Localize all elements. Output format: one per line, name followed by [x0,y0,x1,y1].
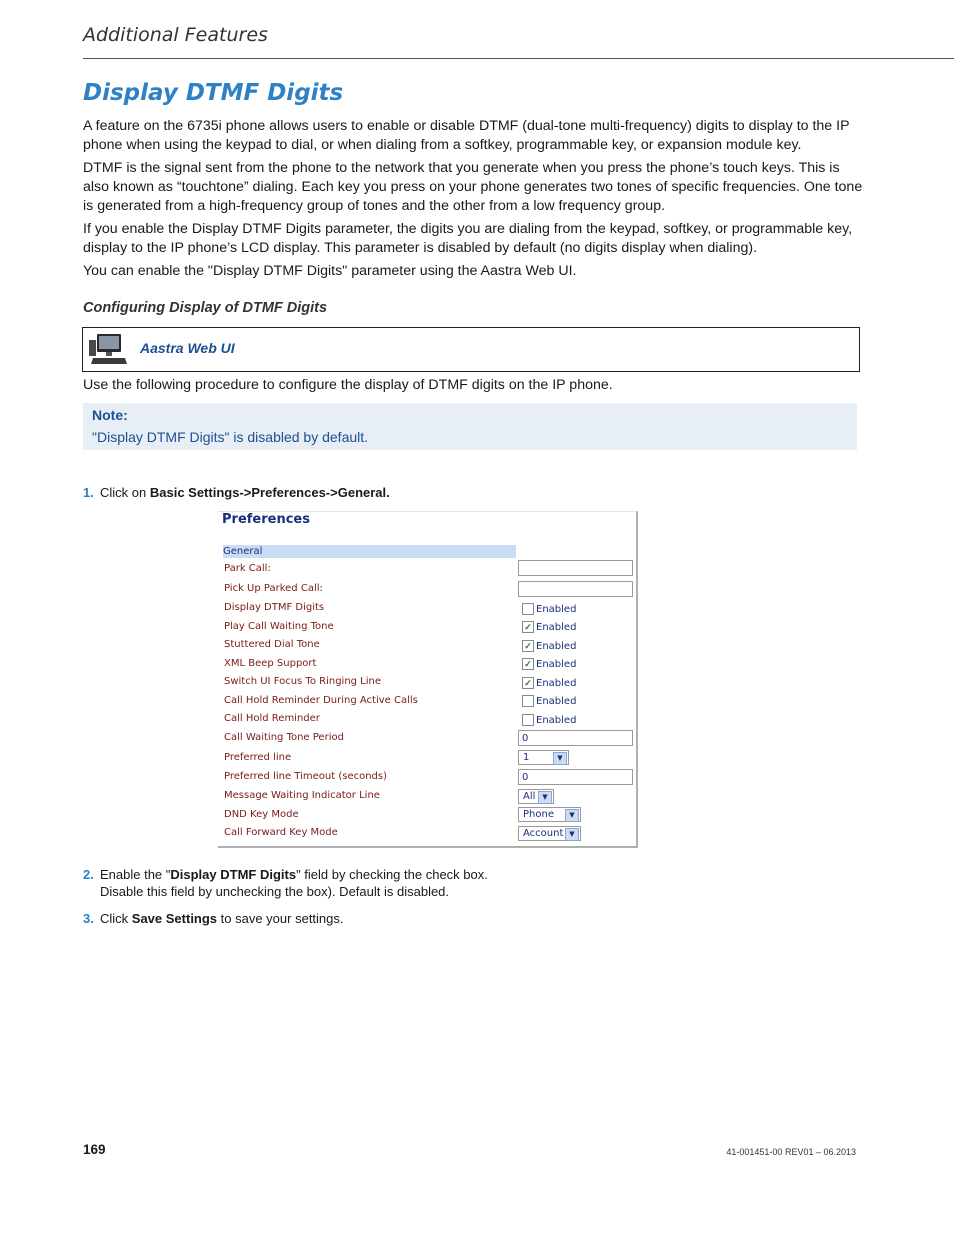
message-waiting-indicator-value: All [523,791,536,802]
paragraph-dtmf-definition: DTMF is the signal sent from the phone to the network that you generate when you press the phone’s touch keys. This is also known as “touchtone” dialing. Each key you press on your phone generates two tones of specific frequencies. One tone is generated from a high-frequency group of tones and the other from a low frequency group. [83,160,863,214]
step-2 [83,866,488,900]
label-play-call-waiting-tone: Play Call Waiting Tone [224,621,334,632]
web-ui-label: Aastra Web UI [140,340,235,356]
chevron-down-icon: ▼ [565,828,579,841]
header-rule [83,58,954,59]
paragraph-intro: A feature on the 6735i phone allows users to enable or disable DTMF (dual-tone multi-frequency) digits to display to the IP phone when using the keypad to dial, or when dialing from a softkey, programmable key, or expansion module key. [83,118,850,153]
call-forward-key-mode-value: Account [523,828,564,839]
label-stuttered-dial-tone: Stuttered Dial Tone [224,639,320,650]
label-message-waiting-indicator-line: Message Waiting Indicator Line [224,790,380,801]
paragraph-enable-info: If you enable the Display DTMF Digits parameter, the digits you are dialing from the keypad, softkey, or programmable key, display to the IP phone’s LCD display. This parameter is disabled by default (no digits display when dialing). [83,221,853,256]
switch-ui-focus-enabled: Enabled [536,678,577,689]
label-dnd-key-mode: DND Key Mode [224,809,299,820]
dnd-key-mode-select[interactable] [518,807,581,822]
xml-beep-support-checkbox[interactable]: ✓ [522,658,534,670]
chevron-down-icon: ▼ [565,809,579,822]
label-park-call: Park Call: [224,563,271,574]
label-switch-ui-focus: Switch UI Focus To Ringing Line [224,676,382,687]
label-preferred-line: Preferred line [224,752,292,763]
label-preferred-line-timeout: Preferred line Timeout (seconds) [224,771,388,782]
label-display-dtmf-digits: Display DTMF Digits [224,602,325,613]
preferred-line-timeout-input[interactable]: 0 [518,769,633,785]
document-id: 41-001451-00 REV01 – 06.2013 [726,1147,856,1157]
switch-ui-focus-checkbox[interactable]: ✓ [522,677,534,689]
procedure-intro: Use the following procedure to configure the display of DTMF digits on the IP phone. [83,377,613,393]
step-field-name: Display DTMF Digits [170,867,297,882]
label-xml-beep-support: XML Beep Support [224,658,317,669]
xml-beep-support-enabled: Enabled [536,659,577,670]
dnd-key-mode-value: Phone [523,809,554,820]
call-forward-key-mode-select[interactable] [518,826,581,841]
note-title: Note: [92,407,128,423]
general-label: General [223,546,263,557]
preferred-line-value: 1 [523,752,530,763]
chevron-down-icon: ▼ [553,752,567,765]
note-text: "Display DTMF Digits" is disabled by default. [92,429,369,445]
step-number: 1. [83,485,94,500]
call-hold-reminder-active-checkbox[interactable] [522,695,534,707]
label-call-forward-key-mode: Call Forward Key Mode [224,827,338,838]
stuttered-dial-tone-checkbox[interactable]: ✓ [522,640,534,652]
preferred-line-select[interactable] [518,750,569,765]
step-text: to save your settings. [217,911,344,926]
display-dtmf-digits-checkbox[interactable] [522,603,534,615]
step-text: Click [100,911,132,926]
page-title: Display DTMF Digits [83,80,344,106]
call-hold-reminder-enabled: Enabled [536,715,577,726]
preferences-title: Preferences [222,512,310,527]
step-number: 3. [83,911,94,926]
chevron-down-icon: ▼ [538,791,552,804]
park-call-input[interactable] [518,560,633,576]
pick-up-parked-call-input[interactable] [518,581,633,597]
web-ui-callout [82,327,860,372]
step-menu-path: Basic Settings->Preferences->General. [149,485,390,500]
step-text-line2: Disable this field by unchecking the box). Default is disabled. [100,884,450,899]
step-number: 2. [83,867,94,882]
play-call-waiting-tone-enabled: Enabled [536,622,577,633]
message-waiting-indicator-select[interactable] [518,789,554,804]
step-text: Click on [100,485,150,500]
step-text: Enable the " [100,867,171,882]
call-hold-reminder-active-enabled: Enabled [536,696,577,707]
preferences-screenshot [218,511,638,848]
page-number: 169 [83,1142,106,1157]
step-1 [83,484,390,501]
note-box [83,403,857,450]
running-header: Additional Features [83,24,268,46]
play-call-waiting-tone-checkbox[interactable]: ✓ [522,621,534,633]
computer-icon [89,332,129,366]
step-button-name: Save Settings [131,911,218,926]
display-dtmf-digits-enabled: Enabled [536,604,577,615]
label-call-waiting-tone-period: Call Waiting Tone Period [224,732,344,743]
general-section-header [223,545,516,558]
call-waiting-tone-period-input[interactable]: 0 [518,730,633,746]
call-hold-reminder-checkbox[interactable] [522,714,534,726]
step-text: " field by checking the check box. [296,867,488,882]
stuttered-dial-tone-enabled: Enabled [536,641,577,652]
label-pick-up-parked-call: Pick Up Parked Call: [224,583,323,594]
section-subheading: Configuring Display of DTMF Digits [83,300,328,316]
label-call-hold-reminder-active: Call Hold Reminder During Active Calls [224,695,418,706]
paragraph-web-ui: You can enable the "Display DTMF Digits" parameter using the Aastra Web UI. [83,263,577,279]
step-3 [83,910,344,927]
label-call-hold-reminder: Call Hold Reminder [224,713,320,724]
